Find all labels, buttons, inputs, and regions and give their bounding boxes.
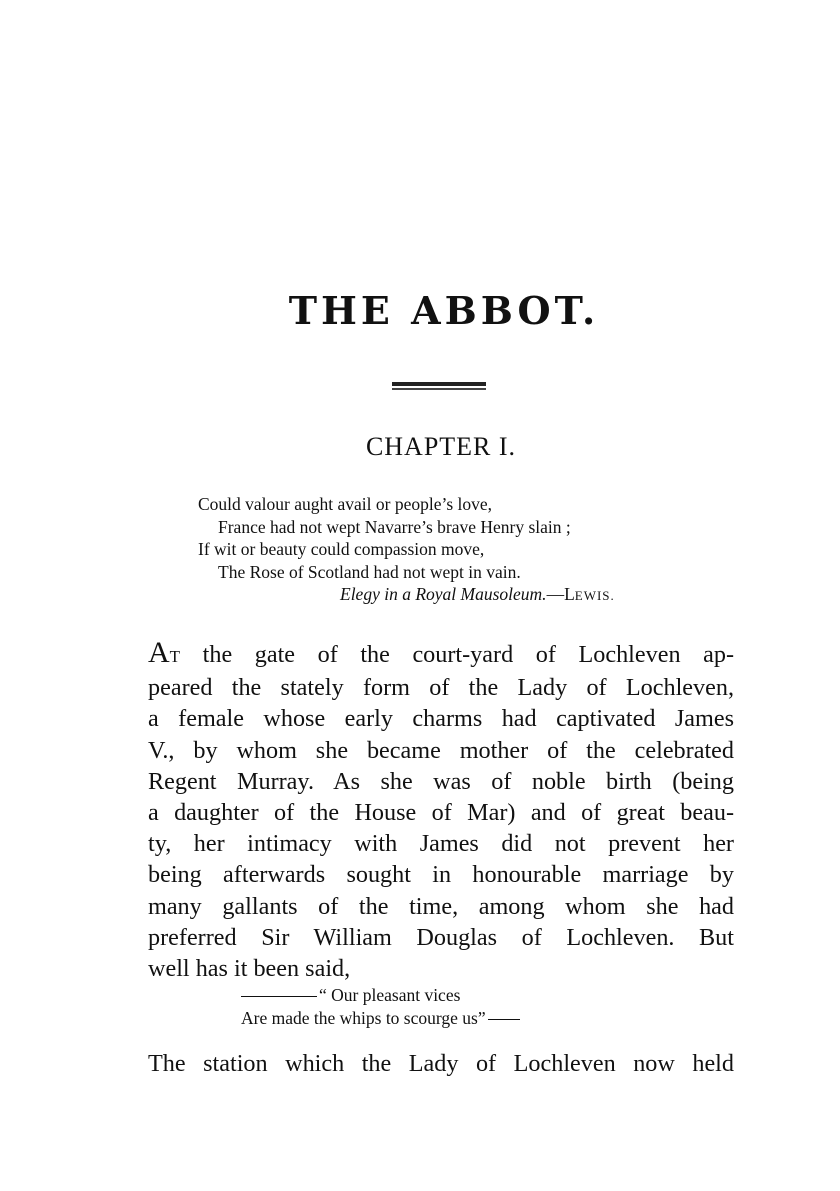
quote-dash-long — [241, 996, 317, 997]
quote-line-text: “ Our pleasant vices — [319, 985, 461, 1005]
body-line-text: the gate of the court-yard of Lochleven ap- — [180, 641, 734, 668]
body-line: V., by whom she became mother of the celebrated — [148, 736, 734, 764]
continued-body-line: The station which the Lady of Lochleven now held — [148, 1050, 734, 1077]
chapter-heading: CHAPTER I. — [365, 432, 517, 461]
rule-thick-line — [392, 382, 486, 386]
ornamental-rule — [392, 382, 486, 391]
body-line: well has it been said, — [148, 955, 351, 983]
epigraph-source-dash: — — [546, 584, 565, 604]
epigraph-line: If wit or beauty could compassion move, — [198, 539, 485, 559]
epigraph-line: France had not wept Navarre’s brave Henry slain ; — [218, 516, 571, 537]
epigraph-author-initial: L — [564, 584, 575, 604]
epigraph-source-title: Elegy in a Royal Mausoleum. — [340, 584, 547, 604]
body-paragraph — [148, 637, 734, 984]
initial-word-rest: T — [169, 647, 181, 666]
body-line: a daughter of the House of Mar) and of great beau- — [148, 799, 734, 827]
quote-line-text: Are made the whips to scourge us” — [241, 1007, 486, 1028]
epigraph-line: Could valour aught avail or people’s love, — [198, 494, 493, 514]
body-line: preferred Sir William Douglas of Lochleven. But — [148, 923, 734, 951]
epigraph — [198, 493, 738, 608]
body-line: peared the stately form of the Lady of Lochleven, — [148, 674, 734, 702]
body-line — [148, 637, 734, 672]
initial-letter: A — [148, 636, 170, 669]
quote-line — [241, 1007, 661, 1030]
body-line: ty, her intimacy with James did not prevent her — [148, 830, 734, 858]
book-title: THE ABBOT. — [288, 288, 600, 333]
epigraph-line: The Rose of Scotland had not wept in vain. — [218, 561, 521, 582]
quote-line — [241, 984, 661, 1007]
inset-quote — [241, 984, 661, 1029]
body-line: being afterwards sought in honourable marriage by — [148, 861, 734, 889]
quote-dash-short — [488, 1019, 520, 1020]
epigraph-source — [198, 583, 738, 608]
rule-thin-line — [392, 388, 486, 390]
epigraph-author-rest: EWIS. — [574, 588, 615, 603]
body-line: a female whose early charms had captivated James — [148, 705, 734, 733]
body-line: Regent Murray. As she was of noble birth (being — [148, 767, 734, 795]
body-line: many gallants of the time, among whom she had — [148, 892, 734, 920]
